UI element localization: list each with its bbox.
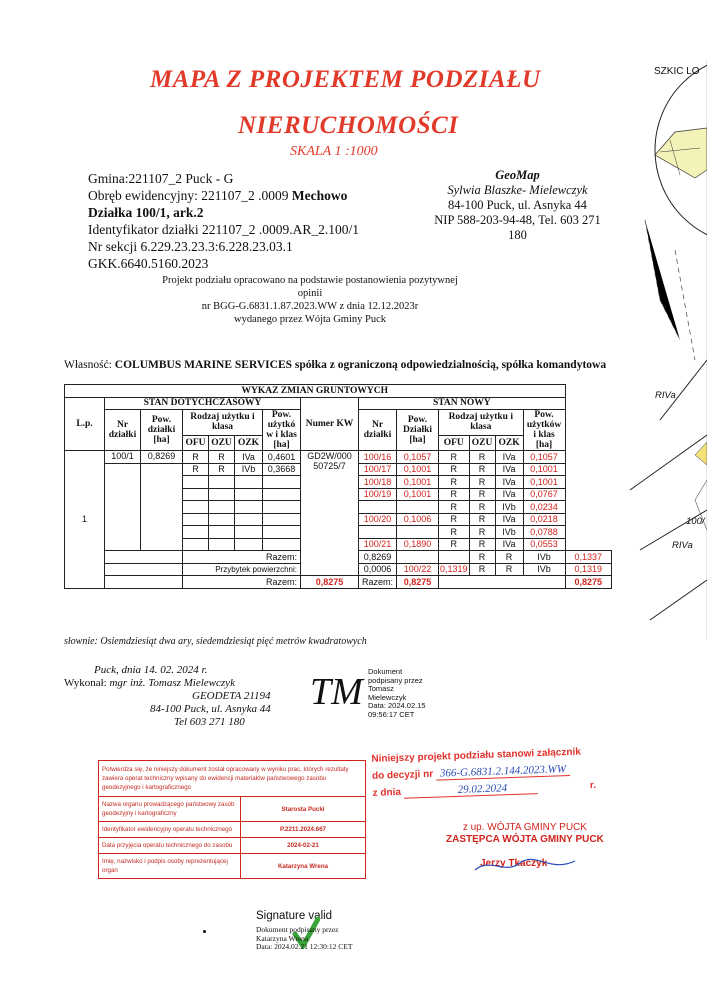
cell-new-nr: 100/22 bbox=[397, 563, 439, 576]
authority-stamp bbox=[446, 822, 604, 846]
col-nr-new: Nr działki bbox=[359, 410, 397, 451]
col-ozu: OZU bbox=[209, 435, 235, 450]
date-prefix: z dnia bbox=[372, 786, 402, 799]
firm-address: 84-100 Puck, ul. Asnyka 44 bbox=[448, 198, 587, 212]
sigdoc-line: Data: 2024.02.21 12:30:12 CET bbox=[256, 942, 353, 951]
cell-new-pow bbox=[439, 551, 470, 564]
sigdoc-line: Dokument podpisany przez bbox=[256, 925, 339, 934]
cell-ofu: R bbox=[439, 538, 470, 551]
razem-label: Razem: bbox=[359, 576, 397, 589]
cell-ozk: IVa bbox=[495, 538, 523, 551]
col-pow: Pow. działki [ha] bbox=[141, 410, 183, 451]
cell-new-powu: 0,1319 bbox=[565, 563, 611, 576]
cell-new-powu: 0,1001 bbox=[523, 463, 565, 476]
sig-line: 09:56:17 CET bbox=[368, 709, 415, 719]
cell-ozk: IVa bbox=[495, 463, 523, 476]
cell-ofu: R bbox=[439, 501, 470, 514]
sig-line: Tomasz bbox=[368, 684, 394, 693]
contractor-title: GEODETA 21194 bbox=[192, 690, 271, 702]
cell-empty bbox=[183, 476, 209, 489]
area-in-words: słownie: Osiemdziesiąt dwa ary, siedemdziesiąt pięć metrów kwadratowych bbox=[64, 636, 367, 647]
col-rodzaj: Rodzaj użytku i klasa bbox=[183, 410, 263, 436]
cell-empty bbox=[209, 501, 235, 514]
razem-new-u: 0,8275 bbox=[565, 576, 611, 589]
razem-label: Razem: bbox=[183, 551, 301, 564]
cell-empty bbox=[263, 501, 301, 514]
cell-new-pow: 0,1001 bbox=[397, 463, 439, 476]
sig-line: Dokument bbox=[368, 667, 403, 676]
sigdoc-line: Katarzyna Wrena bbox=[256, 933, 309, 943]
map-label-rlva: RIVa bbox=[672, 540, 693, 551]
signature-valid-label: Signature valid bbox=[256, 910, 333, 922]
cell-empty bbox=[105, 551, 183, 564]
cell-new-pow: 0,1319 bbox=[440, 564, 468, 575]
digital-signature bbox=[368, 668, 426, 719]
gmina: Gmina:221107_2 Puck - G bbox=[88, 171, 234, 186]
cell-empty bbox=[209, 538, 235, 551]
clause-value: 2024-02-21 bbox=[287, 842, 319, 849]
sketch-map bbox=[600, 60, 707, 640]
cell-new-pow: 0,1057 bbox=[397, 451, 439, 464]
kw-line: 50725/7 bbox=[313, 461, 346, 471]
col-kw: Numer KW bbox=[301, 397, 359, 451]
decision-date: 29.02.2024 bbox=[404, 781, 538, 799]
przybytek: 0,0006 bbox=[359, 563, 397, 576]
cell-new-pow: 0,1006 bbox=[397, 513, 439, 526]
sekcja: Nr sekcji 6.229.23.23.3:6.228.23.03.1 bbox=[88, 239, 293, 254]
approval-stamp bbox=[371, 744, 596, 802]
cell-new-powu: 0,1337 bbox=[565, 551, 611, 564]
cell-ozk: IVb bbox=[495, 526, 523, 539]
cell-empty bbox=[105, 563, 183, 576]
firm-owner: Sylwia Blaszke- Mielewczyk bbox=[447, 183, 588, 197]
cell-empty bbox=[235, 513, 263, 526]
cell-empty bbox=[209, 476, 235, 489]
cell-ozk: IVb bbox=[523, 551, 565, 564]
cell-new-pow: 0,1890 bbox=[397, 538, 439, 551]
col-ofu: OFU bbox=[439, 435, 470, 450]
cell-empty bbox=[235, 488, 263, 501]
cell-ofu: R bbox=[439, 513, 470, 526]
cell-ozk: IVb bbox=[495, 501, 523, 514]
map-title-line2: NIERUCHOMOŚCI bbox=[238, 112, 459, 139]
firm-info bbox=[425, 168, 610, 243]
cell-empty bbox=[183, 513, 209, 526]
cell-new-pow: 0,1001 bbox=[397, 488, 439, 501]
map-title: MAPA Z PROJEKTEM PODZIAŁU bbox=[150, 66, 541, 93]
cell-ozu: R bbox=[209, 451, 235, 464]
clause-value: P.2211.2024.667 bbox=[280, 826, 326, 833]
cell-ozk: IVa bbox=[495, 488, 523, 501]
basis-note bbox=[160, 274, 460, 326]
col-lp: L.p. bbox=[65, 397, 105, 451]
cell-empty bbox=[439, 576, 566, 589]
razem-label: Razem: bbox=[183, 576, 301, 589]
cell-ozu: R bbox=[469, 451, 495, 464]
date-suffix: r. bbox=[589, 780, 597, 792]
cell-powu: 0,3668 bbox=[263, 463, 301, 476]
identyfikator: Identyfikator działki 221107_2 .0009.AR_2.100/1 bbox=[88, 222, 359, 237]
cell-old-nr: 100/1 bbox=[105, 451, 141, 464]
cell-empty bbox=[263, 526, 301, 539]
cell-ozk: IVa bbox=[235, 451, 263, 464]
ups-line: z up. WÓJTA GMINY PUCK bbox=[462, 822, 587, 833]
approval-line: Niniejszy projekt podziału stanowi załącznik bbox=[371, 746, 582, 765]
map-label-plot: 100/ bbox=[686, 516, 705, 527]
cell-ozu: R bbox=[469, 526, 495, 539]
contractor-label: Wykonał: bbox=[64, 677, 110, 689]
cell-empty bbox=[235, 526, 263, 539]
col-rodzaj-new: Rodzaj użytku i klasa bbox=[439, 410, 524, 436]
cell-new-nr: 100/20 bbox=[359, 513, 397, 526]
cell-old-pow: 0,8269 bbox=[141, 451, 183, 464]
cell-new-powu: 0,0218 bbox=[523, 513, 565, 526]
cell-new-nr: 100/19 bbox=[359, 488, 397, 501]
cell-empty bbox=[235, 501, 263, 514]
cell-empty bbox=[183, 501, 209, 514]
cell-ozu: R bbox=[469, 463, 495, 476]
cell-new-powu: 0,0767 bbox=[523, 488, 565, 501]
cell-ozk: IVa bbox=[495, 476, 523, 489]
cell-empty bbox=[263, 476, 301, 489]
cell-ofu: R bbox=[439, 526, 470, 539]
cell-ozu: R bbox=[469, 538, 495, 551]
cell-new-nr: 100/18 bbox=[359, 476, 397, 489]
contractor bbox=[64, 664, 271, 729]
cell-empty bbox=[209, 513, 235, 526]
cell-empty bbox=[235, 476, 263, 489]
acceptance-clause bbox=[98, 760, 366, 879]
cell-ozu: R bbox=[469, 513, 495, 526]
clause-header: Potwierdza się, że niniejszy dokument został opracowany w wyniku prac, których rezultaty zawiera operat techniczny wpisany do ewidencji materiałów państwowego zasobu geodezyjnego i kartograficznego bbox=[102, 766, 349, 791]
signer-name: Jerzy Tkaczyk bbox=[480, 858, 548, 869]
clause-value: Katarzyna Wrena bbox=[277, 862, 329, 870]
tm-logo: TM bbox=[310, 671, 363, 713]
new-state-header: STAN NOWY bbox=[359, 397, 566, 410]
cell-new-pow: 0,1001 bbox=[397, 476, 439, 489]
decision-prefix: do decyzji nr bbox=[371, 768, 434, 782]
kw-line: GD2W/000 bbox=[307, 451, 352, 461]
basis-line: wydanego przez Wójta Gminy Puck bbox=[233, 314, 386, 325]
sig-line: podpisany przez bbox=[368, 675, 423, 685]
sig-line: Data: 2024.02.15 bbox=[368, 701, 426, 710]
col-powu: Pow. użytkó w i klas [ha] bbox=[263, 410, 301, 451]
cell-empty bbox=[263, 538, 301, 551]
map-scale: SKALA 1 :1000 bbox=[290, 144, 378, 159]
col-ozk: OZK bbox=[235, 435, 263, 450]
cell-new-pow bbox=[397, 501, 439, 514]
old-state-header: STAN DOTYCHCZASOWY bbox=[105, 397, 301, 410]
cell-lp: 1 bbox=[65, 451, 105, 589]
firm-name: GeoMap bbox=[495, 168, 540, 182]
cell-ozu: R bbox=[469, 501, 495, 514]
cell-empty bbox=[183, 488, 209, 501]
cell-empty bbox=[183, 538, 209, 551]
cell-empty bbox=[209, 488, 235, 501]
contractor-phone: Tel 603 271 180 bbox=[174, 716, 245, 728]
basis-line: Projekt podziału opracowano na podstawie postanowienia pozytywnej opinii bbox=[162, 275, 458, 299]
handwritten-signature bbox=[470, 855, 580, 877]
cell-ofu: R bbox=[183, 451, 209, 464]
col-ofu: OFU bbox=[183, 435, 209, 450]
razem-old: 0,8269 bbox=[359, 551, 397, 564]
cell-new-nr bbox=[359, 501, 397, 514]
sig-line: Mielewczyk bbox=[368, 692, 407, 702]
col-ozk: OZK bbox=[495, 435, 523, 450]
ownership-value: COLUMBUS MARINE SERVICES spółka z ograniczoną odpowiedzialnością, spółka komandytowa bbox=[114, 359, 607, 371]
cell-new-powu: 0,1001 bbox=[523, 476, 565, 489]
cell-ofu: R bbox=[469, 551, 495, 564]
cell-new-nr: 100/21 bbox=[359, 538, 397, 551]
cell-empty bbox=[209, 526, 235, 539]
decision-number: 366-G.6831.2.144.2023.WW bbox=[436, 763, 571, 781]
cell-ozu: R bbox=[495, 563, 523, 576]
ups-line: ZASTĘPCA WÓJTA GMINY PUCK bbox=[446, 834, 604, 845]
cell-new-powu: 0,0788 bbox=[523, 526, 565, 539]
signature-details bbox=[256, 926, 352, 952]
cell-empty bbox=[105, 576, 183, 589]
col-ozu: OZU bbox=[469, 435, 495, 450]
clause-label: Imię, nazwisko i podpis osoby reprezentującej organ bbox=[99, 854, 241, 878]
cell-empty bbox=[183, 526, 209, 539]
dzialka: Działka 100/1, ark.2 bbox=[88, 205, 204, 220]
cell-ozu: R bbox=[469, 488, 495, 501]
cell-new-powu: 0,0553 bbox=[523, 538, 565, 551]
cell-ofu: R bbox=[439, 463, 470, 476]
cell-ozk: IVa bbox=[495, 513, 523, 526]
cell-empty bbox=[141, 463, 183, 551]
changes-table bbox=[64, 384, 612, 589]
cell-ozu: R bbox=[469, 476, 495, 489]
cell-empty bbox=[235, 538, 263, 551]
cell-new-nr: 100/16 bbox=[359, 451, 397, 464]
cell-ofu: R bbox=[183, 463, 209, 476]
razem-final: 0,8275 bbox=[301, 576, 359, 589]
clause-value: Starosta Pucki bbox=[281, 805, 325, 813]
col-nr: Nr działki bbox=[105, 410, 141, 451]
col-powu-new: Pow. użytków i klas [ha] bbox=[523, 410, 565, 451]
cell-empty bbox=[263, 488, 301, 501]
contractor-address: 84-100 Puck, ul. Asnyka 44 bbox=[150, 703, 271, 715]
ownership-label: Własność: bbox=[64, 359, 115, 371]
cell-ozk: IVb bbox=[235, 463, 263, 476]
clause-label: Nazwa organu prowadzącego państwowy zasób geodezyjny i kartograficzny bbox=[99, 797, 241, 821]
gkk: GKK.6640.5160.2023 bbox=[88, 256, 209, 271]
cell-empty bbox=[105, 463, 141, 551]
cell-new-powu: 0,1057 bbox=[523, 451, 565, 464]
map-label-rlva: RIVa bbox=[655, 390, 676, 401]
cell-ozu: R bbox=[209, 463, 235, 476]
cell-new-powu: 0,0234 bbox=[523, 501, 565, 514]
cell-ofu: R bbox=[439, 488, 470, 501]
cell-new-nr bbox=[397, 551, 439, 564]
obreb: Obręb ewidencyjny: 221107_2 .0009 Mechowo bbox=[88, 188, 348, 203]
clause-label: Identyfikator ewidencyjny operatu technicznego bbox=[99, 822, 241, 837]
contractor-name: mgr inż. Tomasz Mielewczyk bbox=[109, 677, 235, 689]
table-row bbox=[65, 451, 612, 464]
table-title: WYKAZ ZMIAN GRUNTOWYCH bbox=[65, 385, 566, 398]
cell-powu: 0,4601 bbox=[263, 451, 301, 464]
table-body bbox=[65, 451, 612, 589]
razem-new-pow: 0,8275 bbox=[397, 576, 439, 589]
basis-line: nr BGG-G.6831.1.87.2023.WW z dnia 12.12.2023r bbox=[201, 301, 419, 312]
col-pow-new: Pow. Działki [ha] bbox=[397, 410, 439, 451]
cell-new-nr bbox=[359, 526, 397, 539]
cell-ozk: IVb bbox=[523, 563, 565, 576]
place-date: Puck, dnia 14. 02. 2024 r. bbox=[94, 664, 208, 676]
cell-new-nr: 100/17 bbox=[359, 463, 397, 476]
cell-new-pow bbox=[397, 526, 439, 539]
cell-kw bbox=[301, 451, 359, 576]
dot bbox=[203, 930, 206, 933]
cell-ofu: R bbox=[439, 451, 470, 464]
cell-ofu: R bbox=[469, 563, 495, 576]
cell-ofu: R bbox=[439, 476, 470, 489]
cell-ozk: IVa bbox=[495, 451, 523, 464]
cell-ozu: R bbox=[495, 551, 523, 564]
firm-nip: NIP 588-203-94-48, Tel. 603 271 180 bbox=[434, 213, 601, 242]
parcel-info bbox=[88, 170, 359, 272]
contractor-line bbox=[64, 677, 271, 690]
ownership bbox=[64, 358, 644, 372]
przybytek-label: Przybytek powierzchni: bbox=[183, 563, 301, 576]
cell-empty bbox=[263, 513, 301, 526]
table-row-total bbox=[65, 576, 612, 589]
clause-label: Data przyjęcia operatu technicznego do zasobu bbox=[99, 838, 241, 853]
sketch-title: SZKIC LO bbox=[654, 66, 700, 77]
